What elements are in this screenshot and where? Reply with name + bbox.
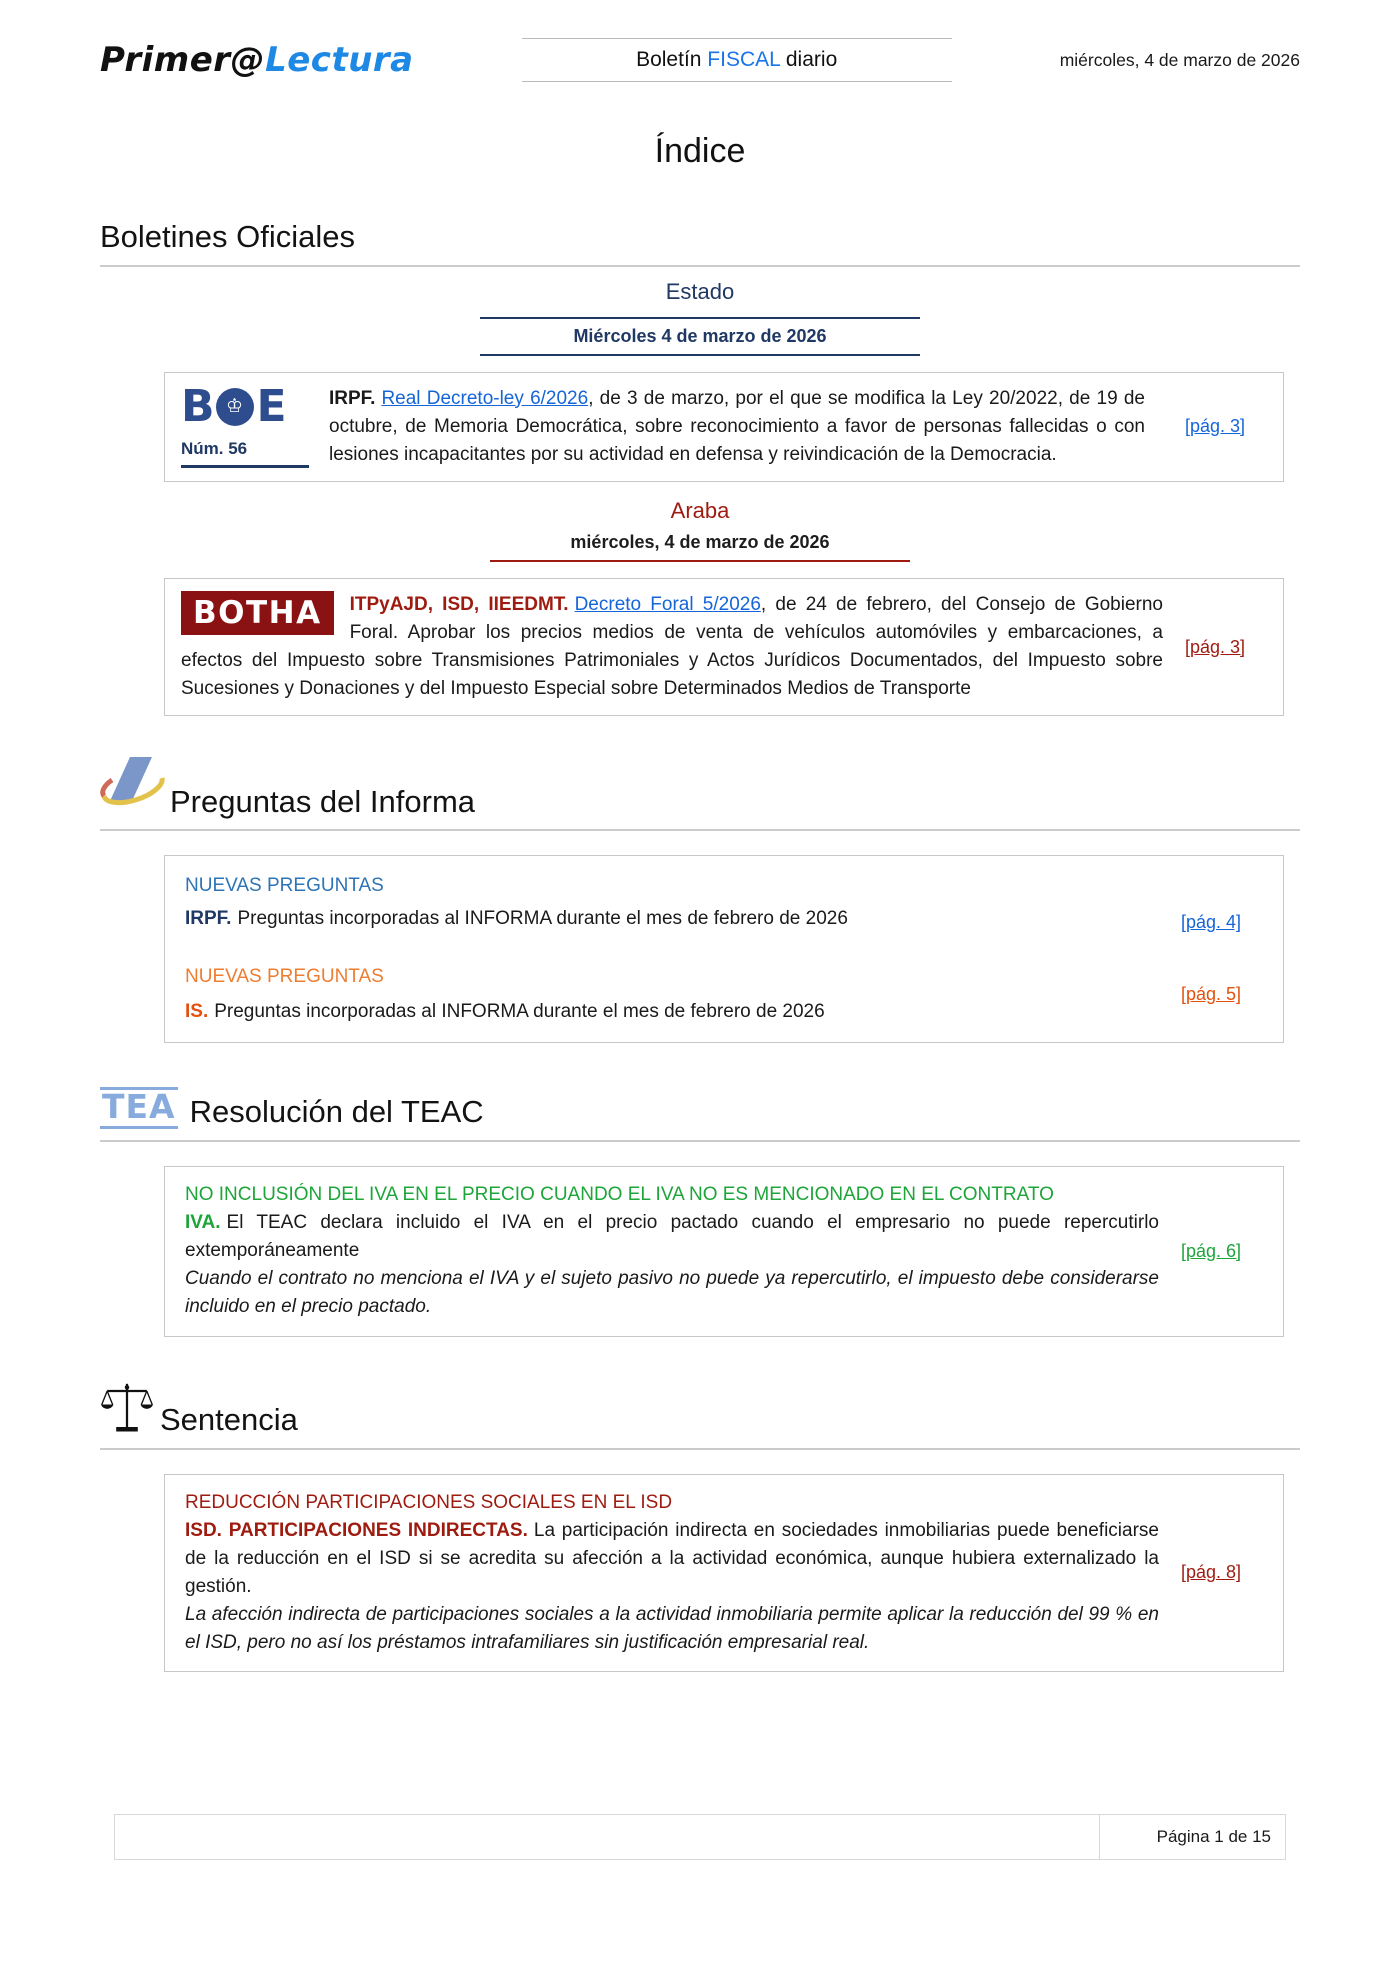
boe-entry-link[interactable]: Real Decreto-ley 6/2026 — [381, 387, 589, 409]
header-date: miércoles, 4 de marzo de 2026 — [1059, 49, 1300, 70]
section-sentencia — [100, 1381, 1300, 1673]
tea-logo-icon: TEA — [100, 1087, 178, 1129]
page-link-informa-is[interactable]: [pág. 5] — [1180, 984, 1242, 1005]
sentencia-entry-body: La participación indirecta en sociedades inmobiliarias puede beneficiarse de la reducción en el ISD si se acredita su afección a la actividad económica, aunque hubiera externalizado la gestión. — [185, 1519, 1159, 1597]
botha-entry-body: , de 24 de febrero, del Consejo de Gobierno Foral. Aprobar los precios medios de venta de vehículos automóviles y embarcaciones, a efectos del Impuesto sobre Transmisiones Patrimoniales y Actos Jurídicos Documentados, del Impuesto sobre Sucesiones y Donaciones y del Impuesto Especial sobre Determinados Medios de Transporte — [181, 593, 1163, 700]
botha-page-column — [1163, 591, 1267, 703]
informa-text-is: Preguntas incorporadas al INFORMA durante el mes de febrero de 2026 — [214, 1000, 825, 1022]
page-link-botha[interactable]: [pág. 3] — [1184, 636, 1246, 657]
informa-box — [164, 855, 1284, 1043]
informa-label-irpf: IRPF. — [185, 907, 232, 929]
informa-page-column-is — [1159, 984, 1263, 1005]
botha-entry-box — [164, 578, 1284, 716]
section-rule — [100, 1140, 1300, 1142]
section-heading-sentencia: Sentencia — [160, 1401, 298, 1437]
boe-logo — [181, 380, 285, 432]
page-link-informa-irpf[interactable]: [pág. 4] — [1180, 912, 1242, 933]
boe-page-column — [1163, 385, 1267, 469]
sentencia-entry-title: REDUCCIÓN PARTICIPACIONES SOCIALES EN EL ISD — [185, 1491, 673, 1513]
teac-page-column — [1159, 1181, 1263, 1322]
sentencia-box — [164, 1474, 1284, 1673]
page-link-teac[interactable]: [pág. 6] — [1180, 1240, 1242, 1261]
masthead-title — [522, 38, 952, 82]
page-title: Índice — [654, 132, 746, 170]
araba-date-banner: miércoles, 4 de marzo de 2026 — [490, 532, 910, 562]
informa-label-is: IS. — [185, 1000, 209, 1022]
informa-page-column-irpf — [1159, 912, 1263, 933]
botha-logo: BOTHA — [181, 591, 334, 635]
section-heading-teac: Resolución del TEAC — [189, 1094, 484, 1130]
footer-page-number: Página 1 de 15 — [1099, 1815, 1285, 1859]
boe-entry-body: , de 3 de marzo, por el que se modifica la Ley 20/2022, de 19 de octubre, de Memoria Democrática, sobre reconocimiento a favor de personas fallecidas o con lesiones incapacitantes por su actividad en defensa y reivindicación de la Democracia. — [329, 387, 1145, 465]
sentencia-page-column — [1159, 1489, 1263, 1658]
logo-part-blue: Lectura — [265, 40, 414, 80]
subsection-araba-title: Araba — [670, 497, 730, 523]
sentencia-entry-label: ISD. PARTICIPACIONES INDIRECTAS. — [185, 1519, 528, 1541]
boe-entry-text — [309, 385, 1163, 469]
section-rule — [100, 265, 1300, 267]
teac-entry-summary: Cuando el contrato no menciona el IVA y el sujeto pasivo no puede ya repercutirlo, el impuesto debe considerarse incluido en el precio pactado. — [185, 1268, 1159, 1318]
footer-left-cell — [115, 1815, 1099, 1859]
page-link-boe[interactable]: [pág. 3] — [1184, 416, 1246, 437]
masthead-pre: Boletín — [636, 48, 708, 71]
teac-box — [164, 1166, 1284, 1337]
masthead-post: diario — [780, 48, 838, 71]
boe-entry-box — [164, 372, 1284, 482]
teac-entry-text — [185, 1181, 1159, 1322]
boe-logo-letter-e: E — [256, 380, 285, 432]
section-heading-boletines: Boletines Oficiales — [100, 219, 356, 254]
section-rule — [100, 829, 1300, 831]
boe-logo-letter-b: B — [181, 380, 213, 432]
informa-tag-is: NUEVAS PREGUNTAS — [185, 966, 384, 988]
boe-logo-column — [181, 380, 309, 469]
boe-number: Núm. 56 — [181, 439, 309, 468]
informa-entry-irpf — [185, 872, 1263, 933]
boe-crest-icon: ♔ — [216, 388, 254, 426]
informa-text-irpf: Preguntas incorporadas al INFORMA durante el mes de febrero de 2026 — [237, 907, 848, 929]
page-link-sentencia[interactable]: [pág. 8] — [1180, 1562, 1242, 1583]
teac-entry-body: El TEAC declara incluido el IVA en el precio pactado cuando el empresario no puede repercutirlo extemporáneamente — [185, 1212, 1159, 1262]
section-heading-informa: Preguntas del Informa — [170, 783, 476, 819]
teac-entry-title: NO INCLUSIÓN DEL IVA EN EL PRECIO CUANDO EL IVA NO ES MENCIONADO EN EL CONTRATO — [185, 1183, 1054, 1205]
footer — [114, 1814, 1286, 1860]
informa-entry-is — [185, 963, 1263, 1026]
primer-lectura-logo — [100, 40, 414, 80]
aeat-logo-icon — [100, 756, 166, 818]
scales-of-justice-icon — [100, 1381, 154, 1437]
page — [100, 0, 1300, 1672]
botha-entry-label: ITPyAJD, ISD, IIEEDMT. — [349, 593, 569, 615]
logo-part-black: Primer@ — [100, 40, 266, 80]
subsection-estado-title: Estado — [665, 278, 735, 304]
estado-date-banner: Miércoles 4 de marzo de 2026 — [480, 317, 920, 356]
sentencia-entry-text — [185, 1489, 1159, 1658]
botha-entry-link[interactable]: Decreto Foral 5/2026 — [574, 593, 761, 615]
botha-entry-text — [181, 591, 1163, 703]
header — [100, 38, 1300, 82]
informa-tag-irpf: NUEVAS PREGUNTAS — [185, 875, 384, 897]
boe-entry-label: IRPF. — [329, 387, 376, 409]
sentencia-entry-summary: La afección indirecta de participaciones sociales a la actividad inmobiliaria permite aplicar la reducción del 99 % en el ISD, pero no así los préstamos intrafamiliares sin justificación empresarial real. — [185, 1603, 1159, 1654]
section-preguntas-informa — [100, 756, 1300, 1043]
section-boletines-oficiales — [100, 221, 1300, 716]
teac-entry-label: IVA. — [185, 1212, 221, 1234]
section-rule — [100, 1448, 1300, 1450]
masthead-accent: FISCAL — [707, 48, 781, 71]
section-resolucion-teac — [100, 1087, 1300, 1336]
